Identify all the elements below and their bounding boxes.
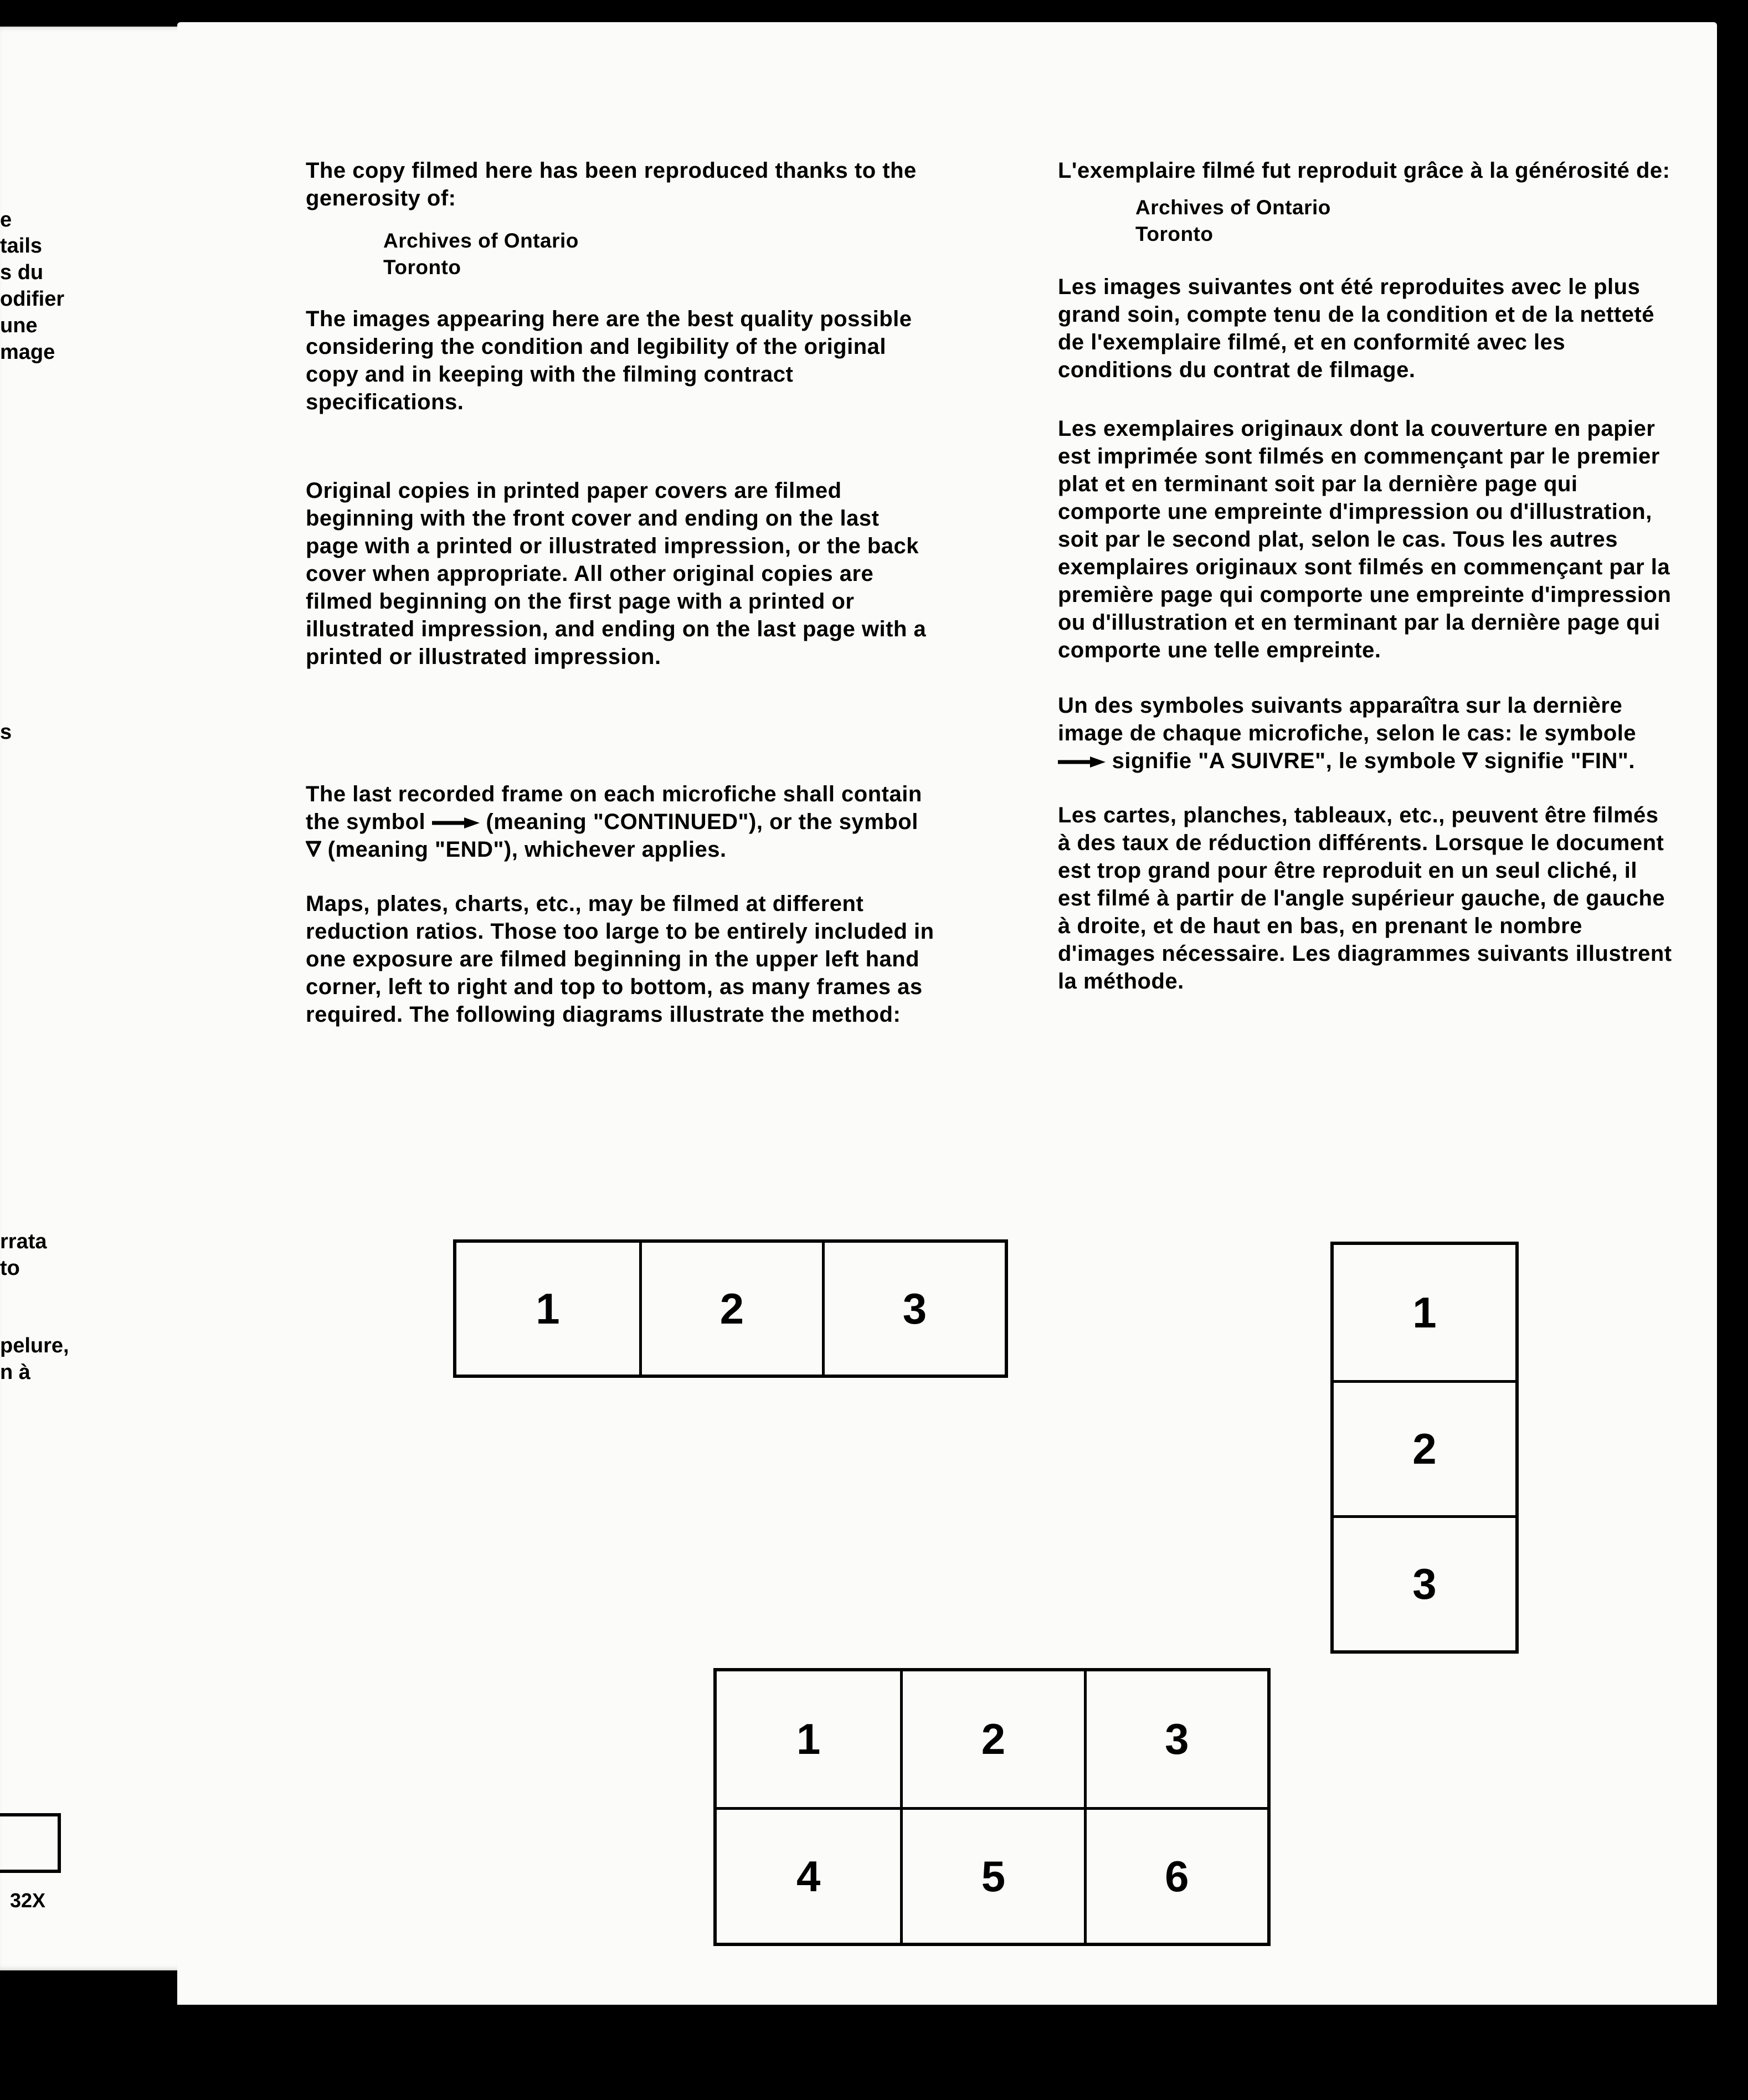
symbols-text-c: signifie "FIN".: [1484, 749, 1635, 773]
english-symbols-paragraph: [306, 780, 937, 863]
institution-city: Toronto: [1135, 223, 1214, 245]
diagram-grid: [713, 1668, 1271, 1946]
triangle-down-icon: [306, 836, 321, 863]
symbols-text-c: (meaning "END"), whichever applies.: [327, 837, 727, 862]
french-symbols-paragraph: [1058, 692, 1673, 775]
french-institution-block: [1058, 194, 1673, 248]
frame-cell: 3: [822, 1243, 1005, 1375]
frame-cell: 4: [717, 1807, 900, 1943]
frame-cell: 2: [900, 1671, 1083, 1807]
institution-name: Archives of Ontario: [1135, 196, 1331, 219]
reduction-box: [0, 1813, 61, 1873]
symbols-text-a: Un des symboles suivants apparaîtra sur la dernière image de chaque microfiche, selon le cas: le symbole: [1058, 693, 1637, 745]
french-maps-paragraph: Les cartes, planches, tableaux, etc., peuvent être filmés à des taux de réduction différents. Lorsque le document est trop grand pour être reproduit en un seul cliché, il est filmé à partir de l'angle supérieur gauche, de gauche à droite, et de haut en bas, en prenant le nombre d'images nécessaire. Les diagrammes suivants illustrent la méthode.: [1058, 803, 1672, 994]
frame-cell: 1: [1412, 1288, 1437, 1337]
frame-cell: 3: [1084, 1671, 1267, 1807]
english-institution-block: [306, 228, 937, 281]
french-intro: L'exemplaire filmé fut reproduit grâce à la générosité de:: [1058, 158, 1670, 183]
fragment-line: tails: [0, 234, 43, 258]
fragment-line: n à: [0, 1361, 30, 1384]
symbols-text-b: signifie "A SUIVRE", le symbole: [1112, 749, 1456, 773]
institution-name: Archives of Ontario: [383, 229, 579, 252]
arrow-right-icon: [1058, 747, 1106, 775]
fragment-line: s du: [0, 261, 44, 284]
triangle-down-icon: [1462, 747, 1478, 775]
frame-cell: 2: [1334, 1380, 1515, 1515]
previous-page-edge: [0, 27, 186, 1970]
fragment-line: pelure,: [0, 1334, 69, 1357]
english-quality-paragraph: The images appearing here are the best quality possible considering the condition and legibility of the original copy and in keeping with the filming contract specifications.: [306, 307, 912, 414]
ratio-label: 32X: [10, 1889, 46, 1912]
symbols-text-a: The last recorded frame on each microfiche shall contain the symbol: [306, 782, 922, 834]
institution-city: Toronto: [383, 256, 461, 279]
french-quality-paragraph: Les images suivantes ont été reproduites avec le plus grand soin, compte tenu de la condition et de la netteté de l'exemplaire filmé, et en conformité avec les conditions du contrat de filmage.: [1058, 275, 1655, 382]
english-column: [306, 157, 937, 1028]
french-column: [1058, 157, 1673, 995]
fragment-line: to: [0, 1257, 20, 1280]
fragment-line: odifier: [0, 287, 65, 311]
english-originals-paragraph: Original copies in printed paper covers are filmed beginning with the front cover and ending on the last page with a printed or illustrated impression, or the back cover when appropriate. All other original copies are filmed beginning on the first page with a printed or illustrated impression, and ending on the last page with a printed or illustrated impression.: [306, 478, 927, 669]
frame-cell: 3: [1334, 1515, 1515, 1650]
fragment-line: e: [0, 208, 12, 231]
english-maps-paragraph: Maps, plates, charts, etc., may be filmed at different reduction ratios. Those too large to be entirely included in one exposure are filmed beginning in the upper left hand corner, left to right and top to bottom, as many frames as required. The following diagrams illustrate the method:: [306, 892, 934, 1027]
fragment-line: rrata: [0, 1230, 47, 1253]
french-originals-paragraph: Les exemplaires originaux dont la couverture en papier est imprimée sont filmés en commençant par le premier plat et en terminant soit par la dernière page qui comporte une empreinte d'impression ou d'illustration, soit par le second plat, selon le cas. Tous les autres exemplaires originaux sont filmés en commençant par la première page qui comporte une empreinte d'impression ou d'illustration et en terminant par la dernière page qui comporte une telle empreinte.: [1058, 416, 1672, 662]
diagram-horizontal: [453, 1239, 1008, 1378]
frame-cell: 2: [639, 1243, 822, 1375]
frame-cell: 5: [900, 1807, 1083, 1943]
diagram-vertical: [1330, 1242, 1519, 1654]
symbols-text-b: (meaning "CONTINUED"), or the symbol: [486, 810, 918, 834]
arrow-right-icon: [432, 808, 480, 836]
frame-cell: 1: [536, 1284, 560, 1333]
fragment-line: une: [0, 314, 38, 337]
english-intro: The copy filmed here has been reproduced thanks to the generosity of:: [306, 158, 917, 210]
frame-cell: 1: [796, 1715, 821, 1763]
fragment-line: s: [0, 720, 12, 744]
fragment-line: mage: [0, 341, 55, 364]
frame-cell: 6: [1084, 1807, 1267, 1943]
